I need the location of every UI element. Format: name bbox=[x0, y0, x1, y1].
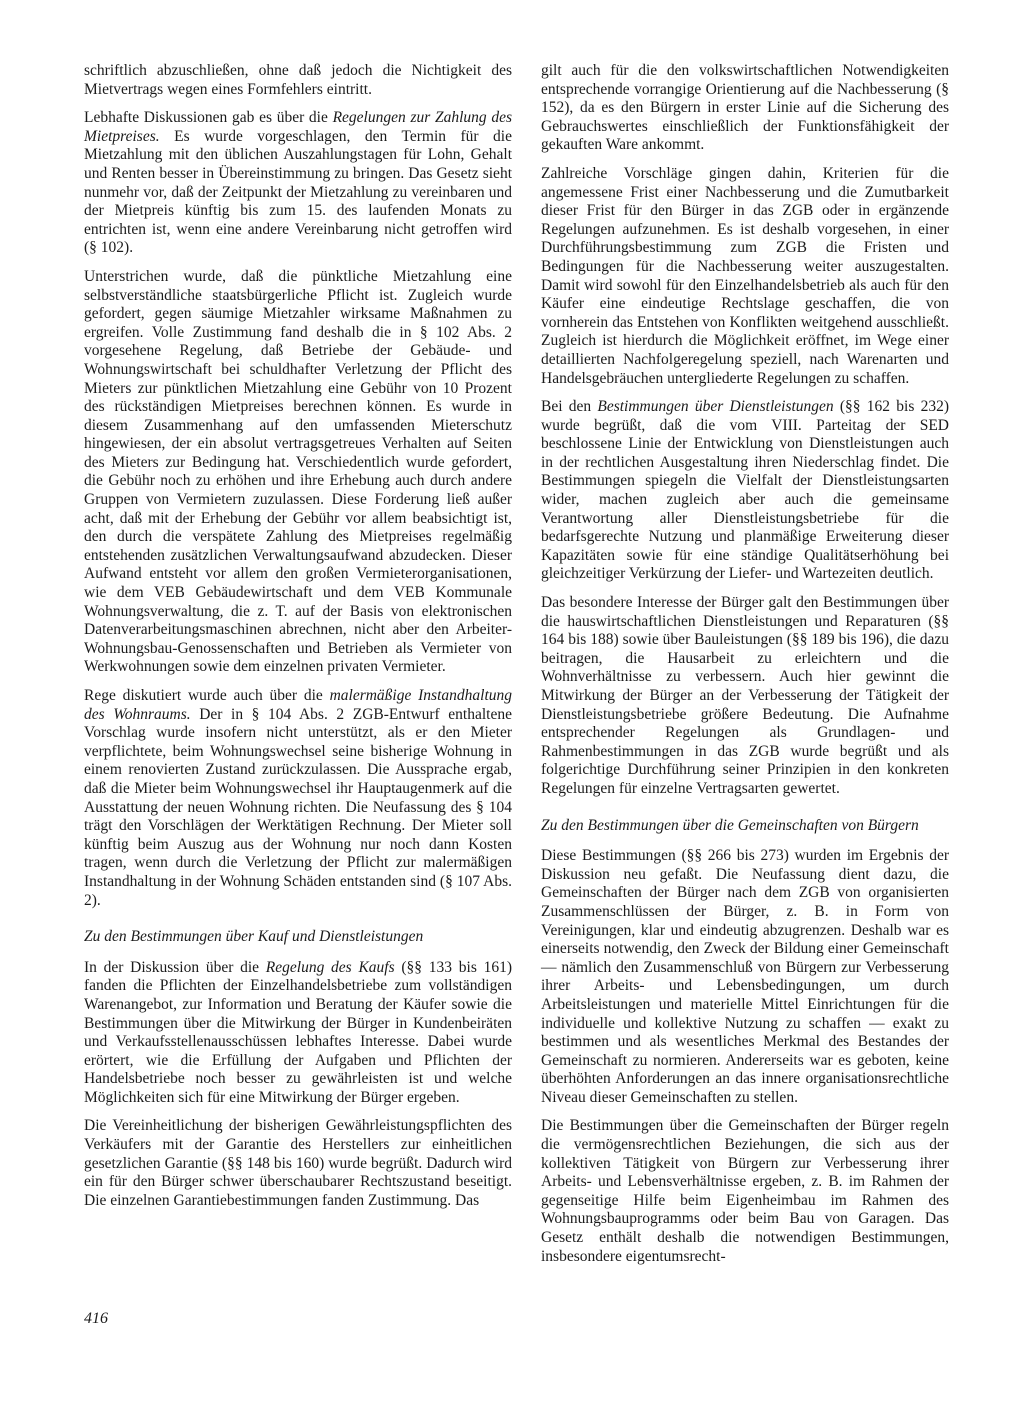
paragraph: gilt auch für die den volkswirtschaftlichen Notwendigkeiten entsprechende vorrangige Orientierung auf die Nachbesserung (§ 152), da es den Bürgern in erster Linie auf die Sicherung des Gebrauchswertes einschließlich der Funktionsfähigkeit der gekauften Ware ankommt. bbox=[541, 62, 949, 154]
paragraph bbox=[541, 398, 949, 584]
text-run: Rege diskutiert wurde auch über die bbox=[84, 687, 330, 704]
text-run: Der in § 104 Abs. 2 ZGB-Entwurf enthaltene Vorschlag wurde insofern nicht unterstützt, als er den Mieter verpflichtete, beim Wohnungswechsel seine bisherige Wohnung in einem renovierten Zustand zurückzulassen. Die Aussprache ergab, daß die Mieter beim Wohnungswechsel ihr Hauptaugenmerk auf die Ausstattung der neuen Wohnung richten. Die Neufassung des § 104 trägt den Vorschlägen der Werktätigen Rechnung. Der Mieter soll künftig beim Auszug aus der Wohnung nur noch dann Kosten tragen, wenn durch die Verletzung der Pflicht zur malermäßigen Instandhaltung in der Wohnung Schäden entstanden sind (§ 107 Abs. 2). bbox=[84, 705, 512, 909]
paragraph: schriftlich abzuschließen, ohne daß jedoch die Nichtigkeit des Mietvertrags wegen eines Formfehlers eintritt. bbox=[84, 62, 512, 98]
text-run: Es wurde vorgeschlagen, den Termin für die Mietzahlung mit den üblichen Auszahlungstagen für Lohn, Gehalt und Renten besser in Übereinstimmung zu bringen. Das Gesetz sieht nunmehr vor, daß der Zeitpunkt der Mietzahlung zu vereinbaren und der Mietpreis künftig bis zum 15. des laufenden Monats zu entrichten ist, wenn eine andere Vereinbarung nicht getroffen wird (§ 102). bbox=[84, 127, 512, 257]
paragraph bbox=[84, 687, 512, 910]
text-run: In der Diskussion über die bbox=[84, 958, 266, 976]
emphasis: Regelungen zur Zahlung des Mietpreises. bbox=[84, 109, 512, 145]
right-column bbox=[541, 62, 949, 1276]
paragraph bbox=[84, 959, 512, 1108]
emphasis: Regelung des Kaufs bbox=[265, 958, 395, 976]
page-number: 416 bbox=[84, 1310, 108, 1327]
paragraph: Das besondere Interesse der Bürger galt den Bestimmungen über die hauswirtschaftlichen Dienstleistungen und Reparaturen (§§ 164 bis 188) sowie über Bauleistungen (§§ 189 bis 196), die dazu beitragen, die Hausarbeit zu erleichtern und die Wohnverhältnisse zu verbessern. Auch hier gewinnt die Mitwirkung der Bürger an der Verbesserung der Tätigkeit der Dienstleistungsbetriebe größere Bedeutung. Die Aufnahme entsprechender Regelungen als Grundlagen- und Rahmenbestimmungen in das ZGB wurde begrüßt und als folgerichtige Durchführung seiner Prinzipien in den konkreten Regelungen für einzelne Vertragsarten gewertet. bbox=[541, 594, 949, 797]
text-run: Bei den bbox=[541, 398, 598, 416]
paragraph: Unterstrichen wurde, daß die pünktliche Mietzahlung eine selbstverständliche staatsbürgerliche Pflicht ist. Zugleich wurde gefordert, gegen säumige Mietzahler wirksame Maßnahmen zu ergreifen. Volle Zustimmung fand deshalb die in § 102 Abs. 2 vorgesehene Regelung, daß Betriebe der Gebäude- und Wohnungswirtschaft bei schuldhafter Verletzung der Pflicht des Mieters zur pünktlichen Mietzahlung eine Gebühr von 10 Prozent des rückständigen Mietpreises berechnen können. Es wurde in diesem Zusammenhang auf den umfassenden Mieterschutz hingewiesen, der ein absolut vertragsgetreues Verhalten auf Seiten des Mieters zur Bedingung hat. Verschiedentlich wurde gefordert, die Gebühr noch zu erhöhen und ihre Erhebung auch durch andere Gruppen von Vermietern zuzulassen. Diese Forderung ließ außer acht, daß mit der Erhebung der Gebühr vor allem beabsichtigt ist, den durch die verspätete Zahlung des Mietpreises regelmäßig entstehenden zusätzlichen Verwaltungsaufwand abzudecken. Dieser Aufwand entsteht vor allem den großen Vermieterorganisationen, wie dem VEB Gebäudewirtschaft und dem VEB Kommunale Wohnungsverwaltung, die z. T. auf der Basis von elektronischen Datenverarbeitungsmaschinen abrechnen, nicht aber den Arbeiter-Wohnungsbau-Genossenschaften und Betrieben als Vermieter von Werkwohnungen sowie dem einzelnen privaten Vermieter. bbox=[84, 267, 512, 676]
section-heading: Zu den Bestimmungen über Kauf und Dienstleistungen bbox=[84, 928, 424, 946]
paragraph: Zahlreiche Vorschläge gingen dahin, Kriterien für die angemessene Frist einer Nachbesserung und die Zumutbarkeit dieser Frist für den Bürger in das ZGB oder in ergänzende Regelungen aufzunehmen. Es ist deshalb vorgesehen, in einer Durchführungsbestimmung zum ZGB die Fristen und Bedingungen für die Nachbesserung weiter auszugestalten. Damit wird sowohl für den Einzelhandelsbetrieb als auch für den Käufer eine eindeutige Rechtslage geschaffen, die von vornherein das Entstehen von Konflikten weitgehend ausschließt. Zugleich ist hierdurch die Möglichkeit eröffnet, im Wege einer detaillierten Nachfolgeregelung speziell, nach Warenarten und Handelsgebräuchen untergliederte Regelungen zu schaffen. bbox=[541, 164, 949, 387]
text-run: (§§ 162 bis 232) wurde begrüßt, daß die vom VIII. Parteitag der SED beschlossene Linie der Entwicklung von Dienstleistungen auch in der rechtlichen Ausgestaltung ihren Niederschlag findet. Die Bestimmungen spiegeln die Vielfalt der Dienstleistungsarten wider, machen zugleich aber auch die gemeinsame Verantwortung aller Dienstleistungsbetriebe für die bedarfsgerechte Nutzung und planmäßige Erweiterung dieser Kapazitäten sowie für eine ständige Qualitätserhöhung bei gleichzeitiger Verkürzung der Liefer- und Wartezeiten deutlich. bbox=[541, 398, 949, 583]
text-run: (§§ 133 bis 161) fanden die Pflichten der Einzelhandelsbetriebe zum vollständigen Warenangebot, zur Information und Beratung der Käufer sowie die Bestimmungen über die Mitwirkung der Bürger in Kundenbeiräten und Verkaufsstellenausschüssen lebhaftes Interesse. Dabei wurde erörtert, wie die Erfüllung der Aufgaben und Pflichten der Handelsbetriebe noch besser zu gewährleisten ist und welche Möglichkeiten sich für eine Mitwirkung der Bürger ergeben. bbox=[84, 958, 513, 1106]
paragraph: Die Bestimmungen über die Gemeinschaften der Bürger regeln die vermögensrechtlichen Beziehungen, die sich aus der kollektiven Tätigkeit von Bürgern zur Verbesserung ihrer Arbeits- und Lebensverhältnisse ergeben, z. B. im Rahmen der gegenseitige Hilfe beim Eigenheimbau im Rahmen des Wohnungsbauprogramms oder beim Bau von Garagen. Das Gesetz enthält deshalb die notwendigen Bestimmungen, insbesondere eigentumsrecht- bbox=[541, 1117, 949, 1265]
paragraph: Diese Bestimmungen (§§ 266 bis 273) wurden im Ergebnis der Diskussion neu gefaßt. Die Neufassung dient dazu, die Gemeinschaften der Bürger nach dem ZGB von organisierten Zusammenschlüssen der Bürger, z. B. in Form von Vereinigungen, klar und eindeutig abzugrenzen. Deshalb war es einerseits notwendig, den Zweck der Bildung einer Gemeinschaft — nämlich den Zusammenschluß von Bürgern zur Verbesserung ihrer Arbeits- und Lebensbedingungen, um durch Arbeitsleistungen und materielle Mittel Einrichtungen für die individuelle und kollektive Nutzung zu schaffen — exakt zu bestimmen und als wesentliches Merkmal des Bestandes der Gemeinschaft zu normieren. Andererseits war es geboten, keine überhöhten Anforderungen an das innere organisationsrechtliche Niveau dieser Gemeinschaften zu stellen. bbox=[541, 847, 949, 1106]
text-run: Lebhafte Diskussionen gab es über die bbox=[84, 109, 333, 127]
left-column bbox=[84, 62, 512, 1220]
paragraph: Die Vereinheitlichung der bisherigen Gewährleistungspflichten des Verkäufers mit der Garantie des Herstellers zur einheitlichen gesetzlichen Garantie (§§ 148 bis 160) wurde begrüßt. Dadurch wird ein für den Bürger schwer überschaubarer Rechtszustand beseitigt. Die einzelnen Garantiebestimmungen fanden Zustimmung. Das bbox=[84, 1117, 512, 1209]
emphasis: malermäßige Instandhaltung des Wohnraums. bbox=[84, 687, 512, 723]
paragraph bbox=[84, 109, 512, 258]
section-heading: Zu den Bestimmungen über die Gemeinschaften von Bürgern bbox=[541, 816, 919, 834]
emphasis: Bestimmungen über Dienstleistungen bbox=[597, 398, 834, 416]
